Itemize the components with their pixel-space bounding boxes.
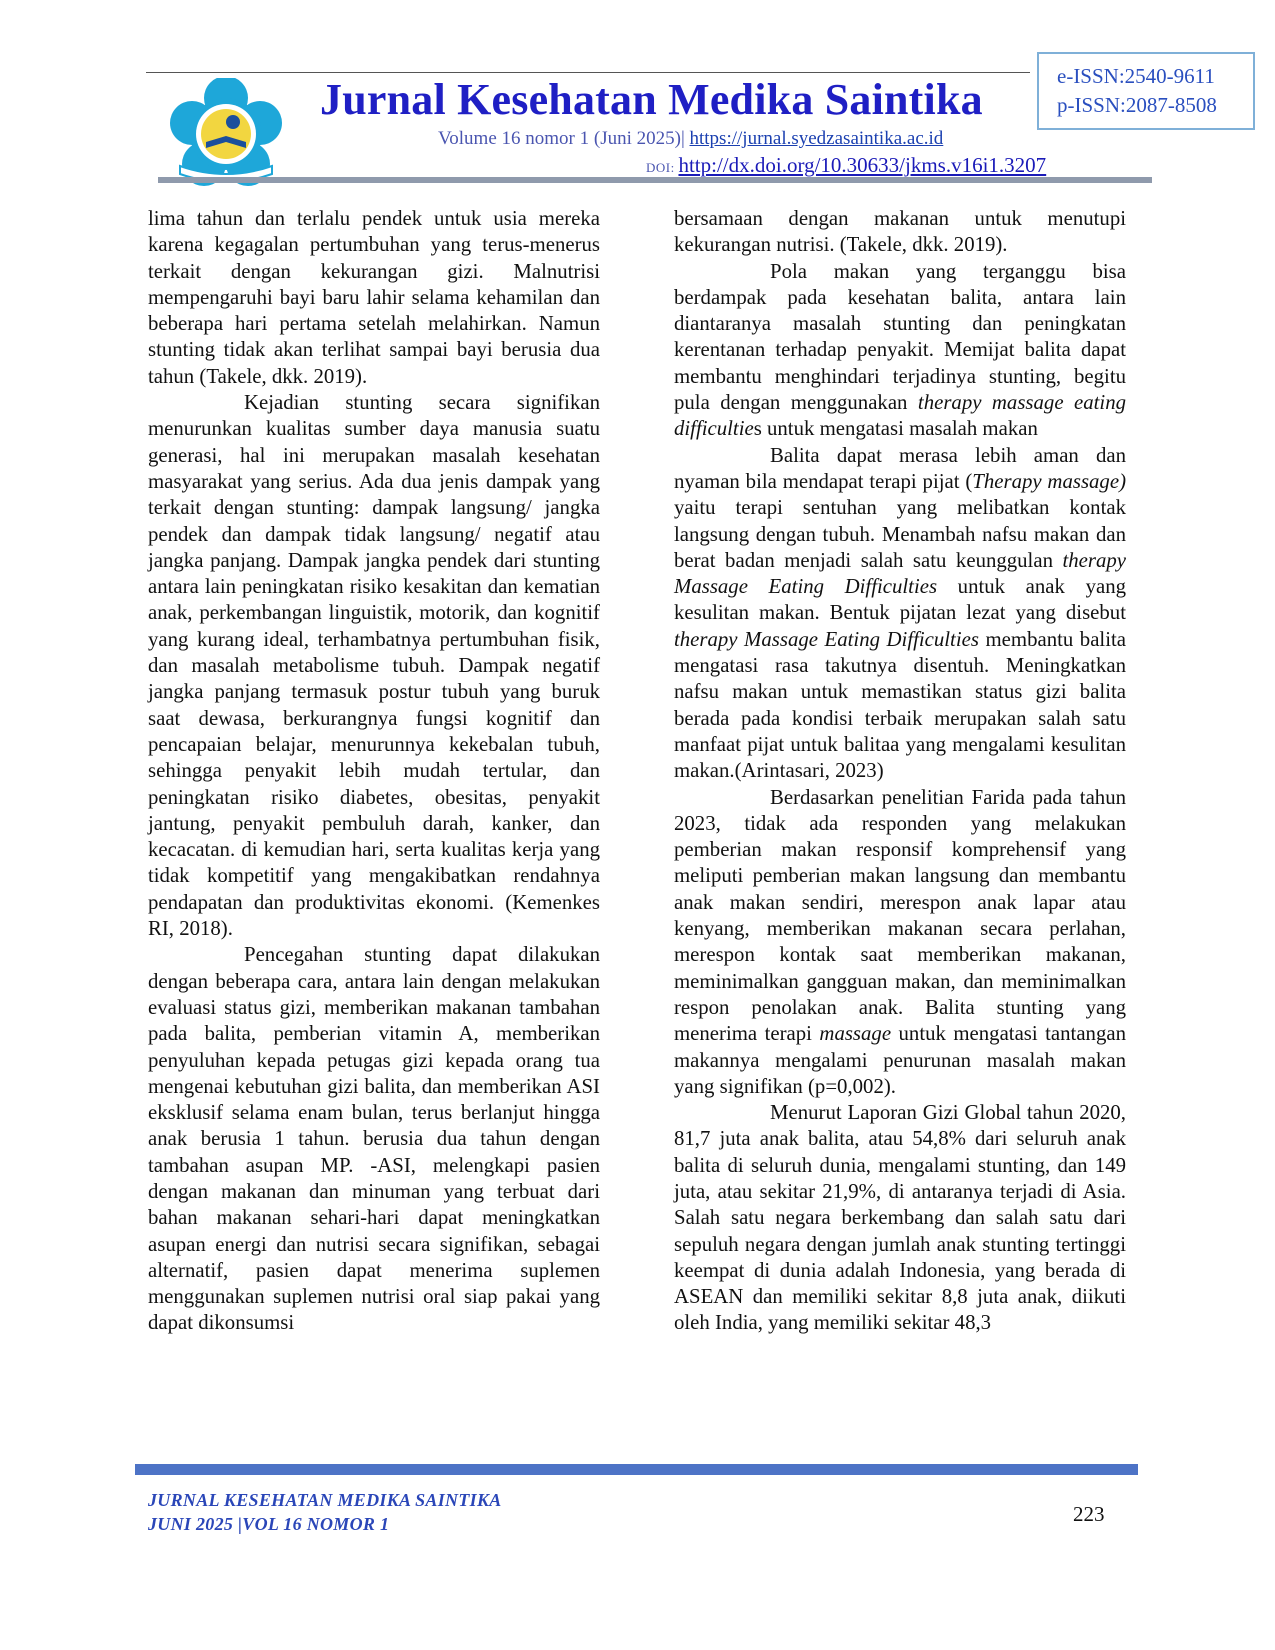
volume-text: Volume 16 nomor 1 (Juni 2025)|: [438, 128, 690, 149]
footer-journal-info: [148, 1488, 502, 1536]
paragraph-text: membantu balita mengatasi rasa takutnya disentuh. Meningkatkan nafsu makan untuk memastikan status gizi balita berada pada kondisi terbaik merupakan salah satu manfaat pijat untuk balitaa yang mengalami kesulitan makan.(Arintasari, 2023): [674, 627, 1127, 783]
journal-logo: [170, 78, 282, 190]
paragraph: lima tahun dan terlalu pendek untuk usia mereka karena kegagalan pertumbuhan yang terus-menerus terkait dengan kekurangan gizi. Malnutrisi mempengaruhi bayi baru lahir selama kehamilan dan beberapa hari pertama setelah melahirkan. Namun stunting tidak akan terlihat sampai bayi berusia dua tahun (Takele, dkk. 2019).: [148, 207, 600, 388]
paragraph: [674, 443, 1126, 785]
left-column: [148, 206, 600, 1337]
paragraph-text: s untuk mengatasi masalah makan: [753, 417, 1038, 441]
header-top-rule: [146, 72, 1030, 73]
paragraph-text: Pola makan yang terganggu bisa berdampak pada kesehatan balita, antara lain diantaranya masalah stunting dan peningkatan kerentanan terhadap penyakit. Memijat balita dapat membantu menghindari terjadinya stunting, begitu pula dengan menggunakan: [674, 259, 1126, 415]
paragraph: Kejadian stunting secara signifikan menurunkan kualitas sumber daya manusia suatu generasi, hal ini merupakan masalah kesehatan masyarakat yang serius. Ada dua jenis dampak yang terkait dengan stunting: dampak langsung/ jangka pendek dan dampak tidak langsung/ negatif atau jangka panjang. Dampak jangka pendek dari stunting antara lain peningkatan risiko kesakitan dan kematian anak, perkembangan linguistik, motorik, dan kognitif yang kurang ideal, terhambatnya pertumbuhan fisik, dan masalah metabolisme tubuh. Dampak negatif jangka panjang termasuk postur tubuh yang buruk saat dewasa, berkurangnya fungsi kognitif dan pencapaian belajar, menurunnya kekebalan tubuh, sehingga penyakit lebih mudah tertular, dan peningkatan risiko diabetes, obesitas, penyakit jantung, penyakit pembuluh darah, kanker, dan kecacatan. di kemudian hari, serta kualitas kerja yang tidak kompetitif yang mengakibatkan rendahnya pendapatan dan produktivitas ekonomi. (Kemenkes RI, 2018).: [148, 391, 600, 941]
doi-label: DOI:: [646, 160, 679, 175]
right-column: [674, 206, 1126, 1337]
journal-url-link[interactable]: https://jurnal.syedzasaintika.ac.id: [689, 128, 944, 149]
issn-box: [1037, 52, 1255, 130]
logo-center: [201, 109, 251, 159]
paragraph-text: untuk mengatasi tantangan makannya mengalami penurunan masalah makan yang signifikan (p=0,002).: [674, 1022, 1126, 1098]
footer-issue: JUNI 2025 |VOL 16 NOMOR 1: [148, 1514, 390, 1534]
footer-journal-name: JURNAL KESEHATAN MEDIKA SAINTIKA: [148, 1490, 502, 1510]
italic-term: Therapy massage): [972, 469, 1126, 493]
paragraph: [674, 785, 1126, 1101]
italic-term: therapy Massage Eating Difficulties: [674, 548, 1126, 599]
page-number: 223: [1073, 1502, 1105, 1526]
volume-line: [438, 128, 943, 150]
doi-link[interactable]: http://dx.doi.org/10.30633/jkms.v16i1.3207: [678, 153, 1047, 177]
eissn: e-ISSN:2540-9611: [1057, 64, 1215, 88]
paragraph: Pencegahan stunting dapat dilakukan dengan beberapa cara, antara lain dengan melakukan evaluasi status gizi, memberikan makanan tambahan pada balita, pemberian vitamin A, memberikan penyuluhan kepada petugas gizi kepada orang tua mengenai kebutuhan gizi balita, dan memberikan ASI eksklusif selama enam bulan, terus berlanjut hingga anak berusia 1 tahun. berusia dua tahun dengan tambahan asupan MP. -ASI, melengkapi pasien dengan makanan dan minuman yang terbuat dari bahan makanan sehari-hari dapat meningkatkan asupan energi dan nutrisi secara signifikan, sebagai alternatif, pasien dapat menerima suplemen menggunakan suplemen nutrisi oral siap pakai yang dapat dikonsumsi: [148, 943, 600, 1335]
footer-bar: [135, 1464, 1138, 1475]
paragraph: bersamaan dengan makanan untuk menutupi kekurangan nutrisi. (Takele, dkk. 2019).: [674, 207, 1126, 257]
header-bar: [158, 177, 1152, 183]
italic-term: massage: [819, 1022, 892, 1046]
pissn: p-ISSN:2087-8508: [1057, 93, 1217, 117]
paragraph: Menurut Laporan Gizi Global tahun 2020, 81,7 juta anak balita, atau 54,8% dari seluruh anak balita di seluruh dunia, mengalami stunting, dan 149 juta, atau sekitar 21,9%, di antaranya terjadi di Asia. Salah satu negara berkembang dan salah satu dari sepuluh negara dengan jumlah anak stunting tertinggi keempat di dunia adalah Indonesia, yang berada di ASEAN dan memiliki sekitar 8,8 juta anak, diikuti oleh India, yang memiliki sekitar 48,3: [674, 1101, 1126, 1335]
paragraph-text: Balita dapat merasa lebih aman dan nyaman bila mendapat terapi pijat (: [674, 443, 1126, 493]
paragraph-text: yaitu terapi sentuhan yang melibatkan kontak langsung dengan tubuh. Menambah nafsu makan dan berat badan menjadi salah satu keunggulan: [674, 496, 1126, 572]
italic-term: therapy Massage Eating Difficulties: [674, 627, 979, 651]
paragraph-text: Berdasarkan penelitian Farida pada tahun 2023, tidak ada responden yang melakukan pemberian makan responsif komprehensif yang meliputi pemberian makan langsung dan membantu anak makan sendiri, merespon anak lapar atau kenyang, memberikan makanan secara perlahan, merespon kontak saat memberikan makanan, meminimalkan gangguan makan, dan meminimalkan respon penolakan anak. Balita stunting yang menerima terapi: [674, 785, 1126, 1046]
italic-term: therapy massage eating difficultie: [674, 391, 1126, 441]
doi-line: [646, 153, 1046, 178]
paragraph-text: untuk anak yang kesulitan makan. Bentuk pijatan lezat yang disebut: [674, 575, 1126, 625]
student-icon: [226, 115, 240, 129]
journal-title: Jurnal Kesehatan Medika Saintika: [320, 75, 983, 124]
paragraph: [674, 259, 1126, 443]
